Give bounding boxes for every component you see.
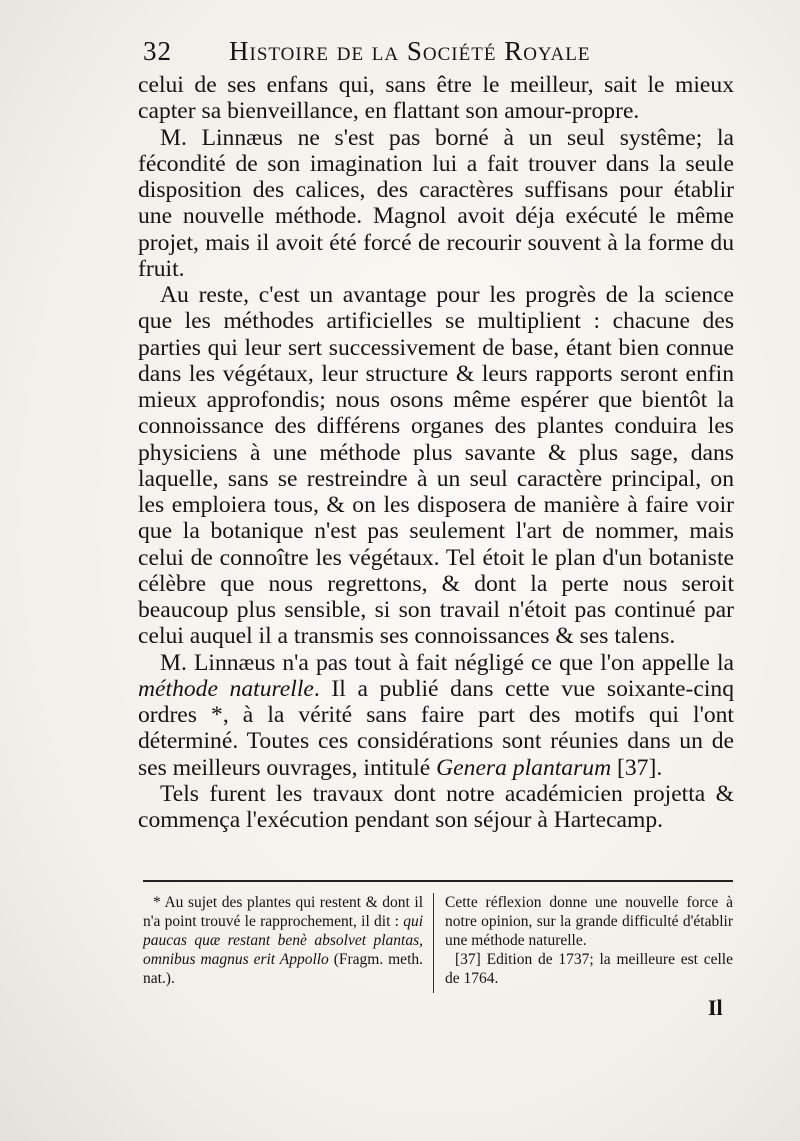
footnote-rule: [143, 880, 733, 882]
footnote-text: * Au sujet des plantes qui restent & dont il n'a point trouvé le rapprochement, il dit :: [143, 894, 423, 930]
footnote-continuation: Cette réflexion donne une nouvelle force à notre opinion, sur la grande difficulté d'établir une méthode naturelle.: [445, 894, 733, 949]
paragraph-linnaeus-systems: M. Linnæus ne s'est pas borné à un seul systême; la fécondité de son imagination lui a fait trouver dans la seule disposition des calices, des caractères suffisans pour établir une nouvelle méthode. Magnol avoit déja exécuté le même projet, mais il avoit été forcé de recourir souvent à la forme du fruit.: [138, 124, 734, 282]
book-title: Genera plantarum: [436, 754, 612, 781]
footnote-ref: [37].: [611, 754, 663, 781]
page-number: 32: [143, 36, 172, 66]
paragraph-artificial-methods: Au reste, c'est un avantage pour les progrès de la science que les méthodes artificielles se multiplient : chacune des parties qui leur sert successivement de base, étant bien connue dans les végétaux, leur structure & leurs rapports seront enfin mieux approfondis; nous osons même espérer que bientôt la connoissance des différens organes des plantes conduira les physiciens à une méthode plus savante & plus sage, dans laquelle, sans se restreindre à un seul caractère principal, on les emploiera tous, & on les disposera de manière à faire voir que la botanique n'est pas seulement l'art de nommer, mais celui de connoître les végétaux. Tel étoit le plan d'un botaniste célèbre que nous regrettons, & dont la perte nous seroit beaucoup plus sensible, si son travail n'étoit pas continué par celui auquel il a transmis ses connoissances & ses talens.: [138, 282, 734, 650]
text-run: . Il a publié dans cette vue soixante-cinq ordres *, à la vérité sans faire part des motifs qui l'ont déterminé. Toutes ces considérations sont réunies dans un de ses meilleurs ouvrages, intitulé: [138, 675, 734, 781]
text-run: M. Linnæus n'a pas tout à fait négligé ce que l'on appelle la: [160, 649, 734, 676]
footnote-37: [37] Edition de 1737; la meilleure est celle de 1764.: [445, 951, 733, 987]
footnote-left-column: [143, 893, 423, 988]
footnote-right-column: [445, 893, 733, 988]
running-title: Histoire de la Société Royale: [229, 36, 591, 66]
page-header: [143, 34, 733, 68]
paragraph-continuation: celui de ses enfans qui, sans être le meilleur, sait le mieux capter sa bienveillance, en flattant son amour-propre.: [138, 72, 734, 125]
footnote-column-divider: [433, 893, 434, 993]
paragraph-natural-method: [138, 650, 734, 781]
footnote-source: (Fragm. meth. nat.).: [143, 951, 423, 987]
paragraph-hartecamp: Tels furent les travaux dont notre académicien projetta & commença l'exécution pendant son séjour à Hartecamp.: [138, 780, 734, 833]
footnote-asterisk: [143, 893, 423, 988]
main-text: [138, 72, 734, 833]
latin-quote: qui paucas quæ restant benè absolvet plantas, omnibus magnus erit Appollo: [143, 913, 423, 968]
italic-term: méthode naturelle: [138, 675, 314, 702]
catchword: Il: [708, 995, 723, 1020]
